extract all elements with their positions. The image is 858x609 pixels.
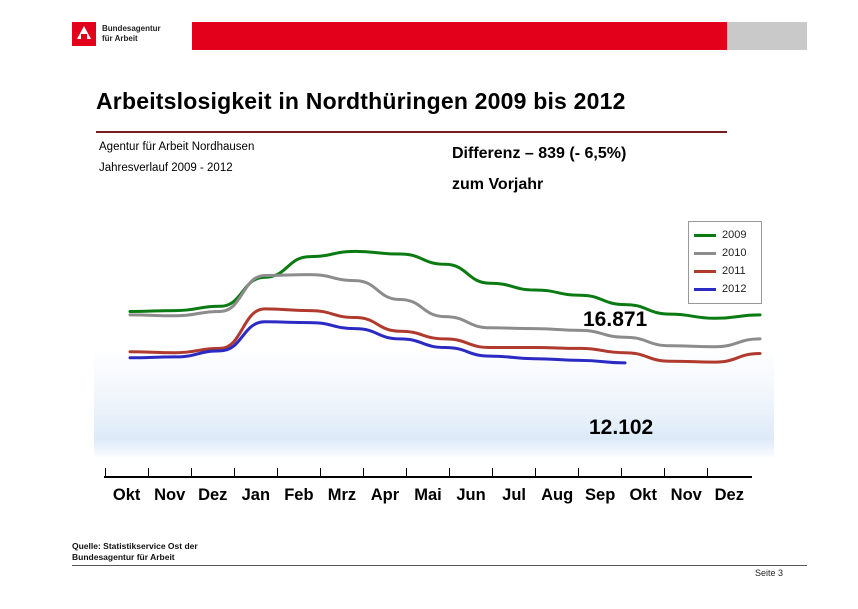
x-axis-label: Mrz bbox=[327, 486, 357, 504]
x-axis-label: Feb bbox=[284, 486, 314, 504]
x-axis-label: Dez bbox=[198, 486, 228, 504]
x-axis-tick bbox=[578, 468, 579, 476]
x-axis-label: Sep bbox=[585, 486, 616, 504]
x-axis-tick bbox=[277, 468, 278, 476]
legend-item-2011 bbox=[694, 262, 756, 280]
x-axis-label: Aug bbox=[541, 486, 574, 504]
legend-swatch-2009 bbox=[694, 234, 716, 237]
x-axis-tick bbox=[406, 468, 407, 476]
chart-plot bbox=[94, 214, 774, 459]
x-axis-label: Jul bbox=[502, 486, 526, 504]
x-axis-tick bbox=[234, 468, 235, 476]
subtitle-agency: Agentur für Arbeit Nordhausen bbox=[99, 141, 255, 153]
x-axis-tick bbox=[707, 468, 708, 476]
subtitle-period: Jahresverlauf 2009 - 2012 bbox=[99, 162, 233, 174]
source-line1: Quelle: Statistikservice Ost der bbox=[72, 541, 198, 551]
chart-legend bbox=[688, 221, 762, 304]
legend-swatch-2011 bbox=[694, 270, 716, 273]
chart-series-2009 bbox=[130, 251, 760, 318]
x-axis-tick bbox=[148, 468, 149, 476]
legend-item-2009 bbox=[694, 226, 756, 244]
source-line2: Bundesagentur für Arbeit bbox=[72, 552, 175, 562]
x-axis-tick bbox=[492, 468, 493, 476]
legend-item-2010 bbox=[694, 244, 756, 262]
x-axis-tick bbox=[105, 468, 106, 476]
callout-previous-year: zum Vorjahr bbox=[452, 176, 544, 193]
x-axis-label: Okt bbox=[629, 486, 657, 504]
header-accent-bar bbox=[192, 22, 727, 50]
x-axis-tick bbox=[363, 468, 364, 476]
x-axis-label: Dez bbox=[714, 486, 744, 504]
brand-logo-line1: Bundesagentur bbox=[102, 24, 161, 33]
legend-swatch-2012 bbox=[694, 288, 716, 291]
slide-header bbox=[0, 0, 858, 60]
footer-divider bbox=[72, 565, 807, 566]
page-number: Seite 3 bbox=[755, 568, 784, 578]
x-axis-label: Okt bbox=[112, 486, 141, 504]
legend-swatch-2010 bbox=[694, 252, 716, 255]
page-title: Arbeitslosigkeit in Nordthüringen 2009 bis 2012 bbox=[96, 88, 626, 114]
x-axis-label: Mai bbox=[414, 486, 442, 504]
x-axis-tick bbox=[449, 468, 450, 476]
brand-logo-line2: für Arbeit bbox=[102, 34, 138, 43]
x-axis-tick bbox=[320, 468, 321, 476]
source-note bbox=[72, 541, 198, 563]
x-axis-label: Jun bbox=[456, 486, 486, 504]
x-axis-tick bbox=[535, 468, 536, 476]
x-axis-label: Nov bbox=[670, 486, 702, 504]
line-chart bbox=[94, 214, 774, 459]
x-axis-label: Nov bbox=[154, 486, 186, 504]
brand-logo-text bbox=[102, 24, 161, 44]
legend-item-2012 bbox=[694, 280, 756, 298]
legend-label-2011: 2011 bbox=[722, 265, 746, 277]
x-axis-label: Apr bbox=[370, 486, 400, 504]
title-divider bbox=[96, 131, 727, 133]
x-axis-tick bbox=[191, 468, 192, 476]
value-label-2009: 16.871 bbox=[583, 308, 648, 331]
ba-logo-icon bbox=[72, 22, 96, 46]
x-axis-tick bbox=[621, 468, 622, 476]
legend-label-2012: 2012 bbox=[722, 283, 747, 295]
x-axis-labels bbox=[104, 486, 752, 508]
x-axis-label: Jan bbox=[241, 486, 271, 504]
callout-difference: Differenz – 839 (- 6,5%) bbox=[452, 145, 627, 162]
value-label-2012: 12.102 bbox=[589, 416, 654, 439]
chart-series-2010 bbox=[130, 275, 760, 347]
brand-logo bbox=[72, 22, 161, 46]
x-axis-line bbox=[104, 476, 752, 478]
legend-label-2009: 2009 bbox=[722, 229, 747, 241]
legend-label-2010: 2010 bbox=[722, 247, 747, 259]
x-axis-tick bbox=[664, 468, 665, 476]
header-grey-bar bbox=[727, 22, 807, 50]
